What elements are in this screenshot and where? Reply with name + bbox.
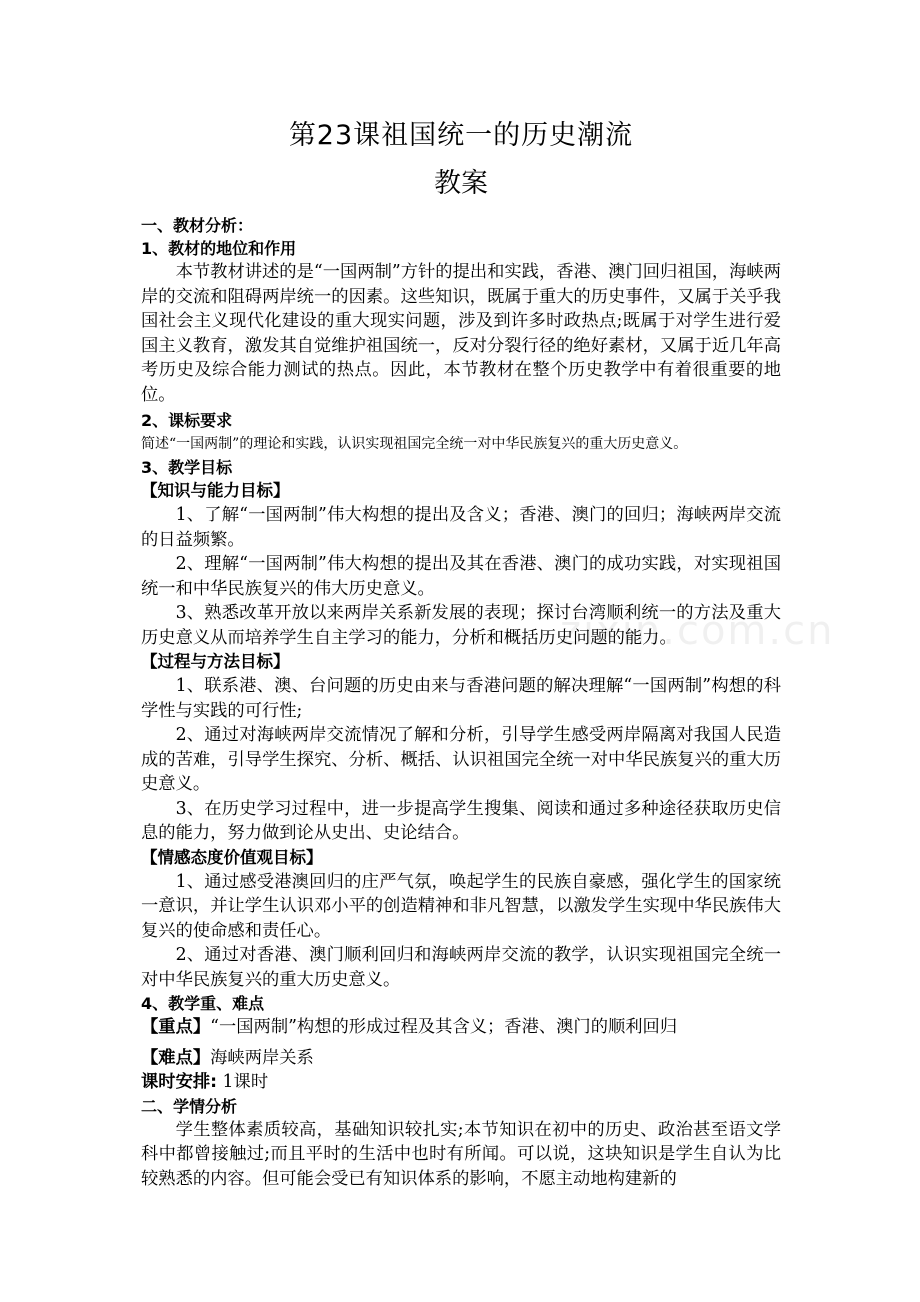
section-heading-1: 一、教材分析： xyxy=(141,216,254,235)
difficulty-label: 【难点】 xyxy=(141,1047,211,1068)
paragraph-curriculum-standard: 简述“一国两制”的理论和实践，认识实现祖国完全统一对中华民族复兴的重大历史意义。 xyxy=(141,436,688,452)
hours-text: 1课时 xyxy=(217,1072,269,1092)
goal-item: 1、联系港、澳、台问题的历史由来与香港问题的解决理解“一国两制”构想的科学性与实践的可行性; xyxy=(141,676,781,721)
goal-item: 2、通过对海峡两岸交流情况了解和分析，引导学生感受两岸隔离对我国人民造成的苦难，引导学生探究、分析、概括、认识祖国完全统一对中华民族复兴的重大历史意义。 xyxy=(141,725,781,794)
goal-item: 1、了解“一国两制”伟大构想的提出及含义；香港、澳门的回归；海峡两岸交流的日益频繁。 xyxy=(141,505,781,550)
hours-label: 课时安排: xyxy=(141,1072,218,1092)
document-title: 第23课祖国统一的历史潮流 xyxy=(288,120,634,151)
subsection-heading-1-3: 3、教学目标 xyxy=(141,458,233,477)
section-heading-2: 二、学情分析 xyxy=(141,1096,238,1116)
watermark: zixin.com.cn xyxy=(560,608,835,654)
subsection-heading-1-2: 2、课标要求 xyxy=(141,411,233,430)
goal-item: 3、熟悉改革开放以来两岸关系新发展的表现；探讨台湾顺利统一的方法及重大历史意义从而培养学生自主学习的能力，分析和概括历史问题的能力。 xyxy=(141,603,781,648)
key-point-line xyxy=(141,1015,781,1040)
goal-heading-emotion: 【情感态度价值观目标】 xyxy=(141,847,323,867)
subsection-heading-1-1: 1、教材的地位和作用 xyxy=(141,239,297,258)
difficulty-line xyxy=(141,1046,781,1071)
difficulty-text: 海峡两岸关系 xyxy=(210,1047,314,1068)
document-subtitle: 教案 xyxy=(434,168,488,199)
goal-item: 3、在历史学习过程中，进一步提高学生搜集、阅读和通过多种途径获取历史信息的能力，努力做到论从史出、史论结合。 xyxy=(141,798,781,843)
subsection-heading-1-4: 4、教学重、难点 xyxy=(141,994,265,1013)
goal-heading-process: 【过程与方法目标】 xyxy=(141,652,290,671)
key-point-label: 【重点】 xyxy=(141,1017,211,1037)
goal-item: 1、通过感受港澳回归的庄严气氛，唤起学生的民族自豪感，强化学生的国家统一意识，并让学生认识邓小平的创造精神和非凡智慧，以激发学生实现中华民族伟大复兴的使命感和责任心。 xyxy=(141,871,781,941)
goal-item: 2、通过对香港、澳门顺利回归和海峡两岸交流的教学，认识实现祖国完全统一对中华民族复兴的重大历史意义。 xyxy=(141,945,781,990)
paragraph-textbook-role: 本节教材讲述的是“一国两制”方针的提出和实践，香港、澳门回归祖国，海峡两岸的交流和阻碍两岸统一的因素。这些知识，既属于重大的历史事件，又属于关乎我国社会主义现代化建设的重大现实问题，涉及到许多时政热点;既属于对学生进行爱国主义教育，激发其自觉维护祖国统一，反对分裂行径的绝好素材，又属于近几年高考历史及综合能力测试的热点。因此，本节教材在整个历史教学中有着很重要的地位。 xyxy=(141,262,781,405)
document-page xyxy=(141,112,781,1191)
hours-line xyxy=(141,1070,781,1095)
goal-heading-knowledge: 【知识与能力目标】 xyxy=(141,481,290,500)
key-point-text: “一国两制”构想的形成过程及其含义；香港、澳门的顺利回归 xyxy=(210,1017,678,1037)
goal-item: 2、理解“一国两制”伟大构想的提出及其在香港、澳门的成功实践，对实现祖国统一和中华民族复兴的伟大历史意义。 xyxy=(141,554,781,599)
paragraph-student-analysis: 学生整体素质较高，基础知识较扎实;本节知识在初中的历史、政治甚至语文学科中都曾接触过;而且平时的生活中也时有所闻。可以说，这块知识是学生自认为比较熟悉的内容。但可能会受已有知识体系的影响，不愿主动地构建新的 xyxy=(141,1119,781,1189)
